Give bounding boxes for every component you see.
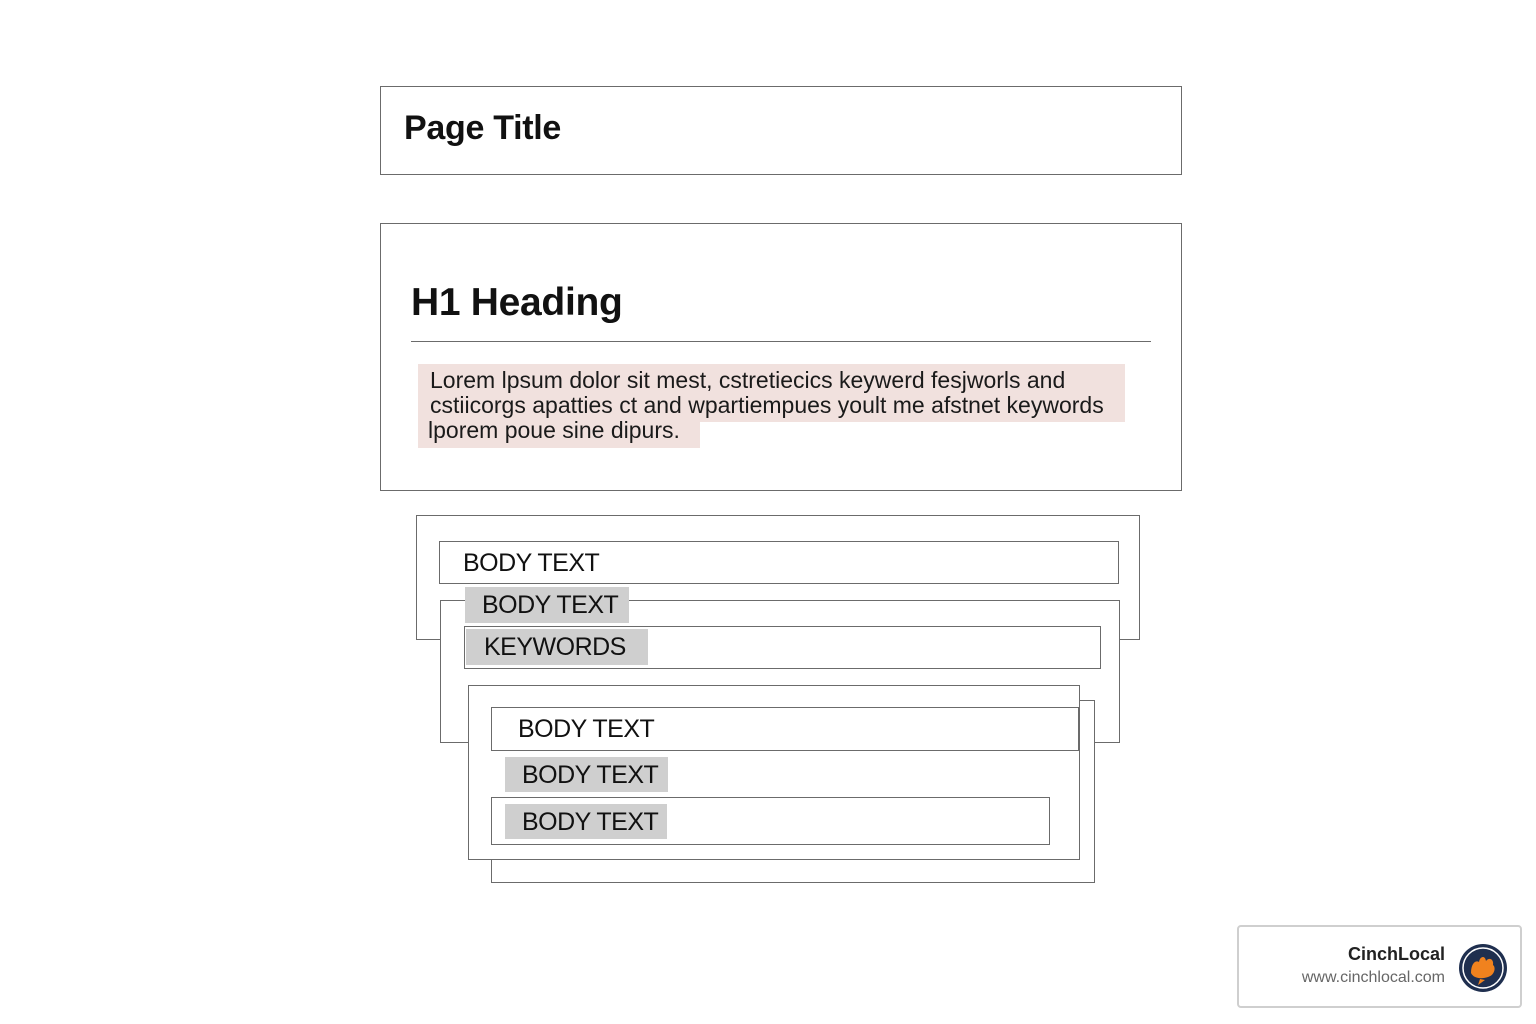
body-text-label: BODY TEXT [463, 549, 600, 577]
body-text-chip-label: BODY TEXT [522, 761, 659, 789]
h1-section-box [380, 223, 1182, 491]
keywords-label: KEYWORDS [484, 633, 626, 661]
body-text-label: BODY TEXT [518, 715, 655, 743]
brand-card[interactable] [1237, 925, 1522, 1008]
paragraph-line-3: lporem poue sine dipurs. [428, 417, 680, 443]
page-title-box [380, 86, 1182, 175]
heading-divider [411, 341, 1151, 342]
h1-heading: H1 Heading [411, 281, 623, 324]
brand-name: CinchLocal [1347, 944, 1445, 964]
page-title: Page Title [404, 109, 561, 147]
body-text-chip-label: BODY TEXT [482, 591, 619, 619]
body-text-chip-label: BODY TEXT [522, 808, 659, 836]
cinchlocal-logo-icon [1458, 943, 1508, 993]
brand-url[interactable]: www.cinchlocal.com [1301, 969, 1445, 986]
paragraph-line-1: Lorem lpsum dolor sit mest, cstretiecics keywerd fesjworls and [430, 367, 1066, 393]
paragraph-line-2: cstiicorgs apatties ct and wpartiempues yoult me afstnet keywords [430, 392, 1104, 418]
